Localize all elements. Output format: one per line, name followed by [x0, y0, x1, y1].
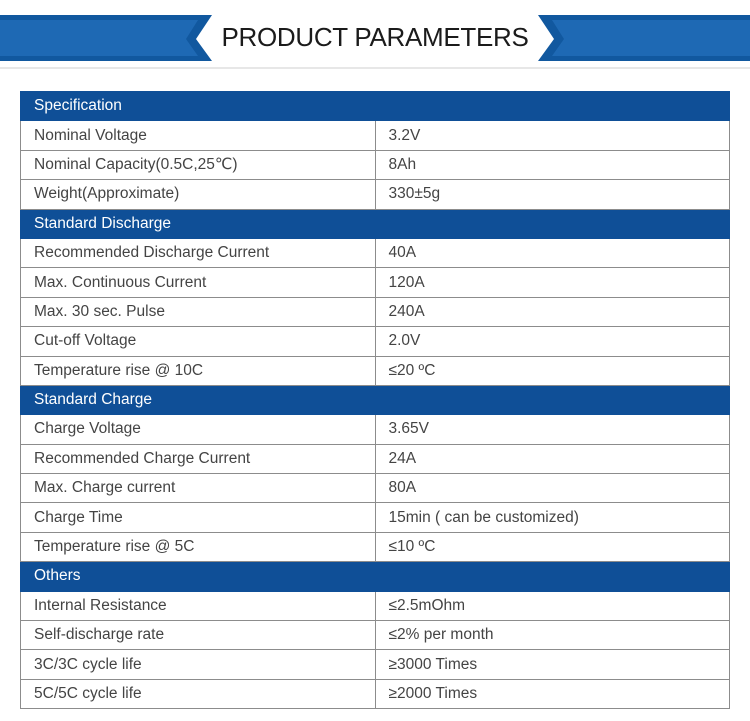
- page-title: PRODUCT PARAMETERS: [221, 22, 529, 52]
- parameter-value: 40A: [375, 238, 730, 267]
- parameter-label: Temperature rise @ 5C: [21, 532, 376, 561]
- parameter-value: ≥2000 Times: [375, 679, 730, 708]
- table-row: [21, 268, 730, 297]
- table-row: [21, 180, 730, 209]
- parameter-value: 80A: [375, 474, 730, 503]
- parameter-label: Temperature rise @ 10C: [21, 356, 376, 385]
- parameter-label: Charge Time: [21, 503, 376, 532]
- table-row: [21, 356, 730, 385]
- parameter-value: 8Ah: [375, 150, 730, 179]
- parameter-value: ≤2% per month: [375, 621, 730, 650]
- parameter-value: 120A: [375, 268, 730, 297]
- table-row: [21, 591, 730, 620]
- parameter-label: Nominal Capacity(0.5C,25℃): [21, 150, 376, 179]
- parameter-value: 15min ( can be customized): [375, 503, 730, 532]
- header-banner: [0, 0, 750, 80]
- table-row: [21, 532, 730, 561]
- section-header-row: [21, 209, 730, 238]
- section-title: Standard Charge: [21, 385, 730, 414]
- table-row: [21, 679, 730, 708]
- table-row: [21, 297, 730, 326]
- parameter-value: 240A: [375, 297, 730, 326]
- parameter-label: 3C/3C cycle life: [21, 650, 376, 679]
- table-row: [21, 621, 730, 650]
- parameter-value: ≥3000 Times: [375, 650, 730, 679]
- section-header-row: [21, 562, 730, 591]
- parameter-value: ≤2.5mOhm: [375, 591, 730, 620]
- parameter-value: ≤20 ºC: [375, 356, 730, 385]
- parameter-label: Internal Resistance: [21, 591, 376, 620]
- parameter-value: 330±5g: [375, 180, 730, 209]
- parameter-label: Nominal Voltage: [21, 121, 376, 150]
- parameter-value: 3.2V: [375, 121, 730, 150]
- table-row: [21, 415, 730, 444]
- parameters-table: [20, 91, 730, 709]
- table-row: [21, 444, 730, 473]
- table-row: [21, 150, 730, 179]
- parameter-value: 2.0V: [375, 327, 730, 356]
- parameter-value: ≤10 ºC: [375, 532, 730, 561]
- section-title: Standard Discharge: [21, 209, 730, 238]
- section-header-row: [21, 385, 730, 414]
- parameter-label: Max. Continuous Current: [21, 268, 376, 297]
- parameter-label: Recommended Discharge Current: [21, 238, 376, 267]
- section-header-row: [21, 92, 730, 121]
- parameter-value: 3.65V: [375, 415, 730, 444]
- parameter-label: Recommended Charge Current: [21, 444, 376, 473]
- parameter-label: Self-discharge rate: [21, 621, 376, 650]
- parameter-label: Max. Charge current: [21, 474, 376, 503]
- table-row: [21, 474, 730, 503]
- table-row: [21, 327, 730, 356]
- table-row: [21, 650, 730, 679]
- parameter-value: 24A: [375, 444, 730, 473]
- section-title: Specification: [21, 92, 730, 121]
- section-title: Others: [21, 562, 730, 591]
- parameter-label: Charge Voltage: [21, 415, 376, 444]
- table-row: [21, 121, 730, 150]
- parameter-label: Cut-off Voltage: [21, 327, 376, 356]
- parameter-label: 5C/5C cycle life: [21, 679, 376, 708]
- table-row: [21, 503, 730, 532]
- parameter-label: Max. 30 sec. Pulse: [21, 297, 376, 326]
- table-row: [21, 238, 730, 267]
- parameter-label: Weight(Approximate): [21, 180, 376, 209]
